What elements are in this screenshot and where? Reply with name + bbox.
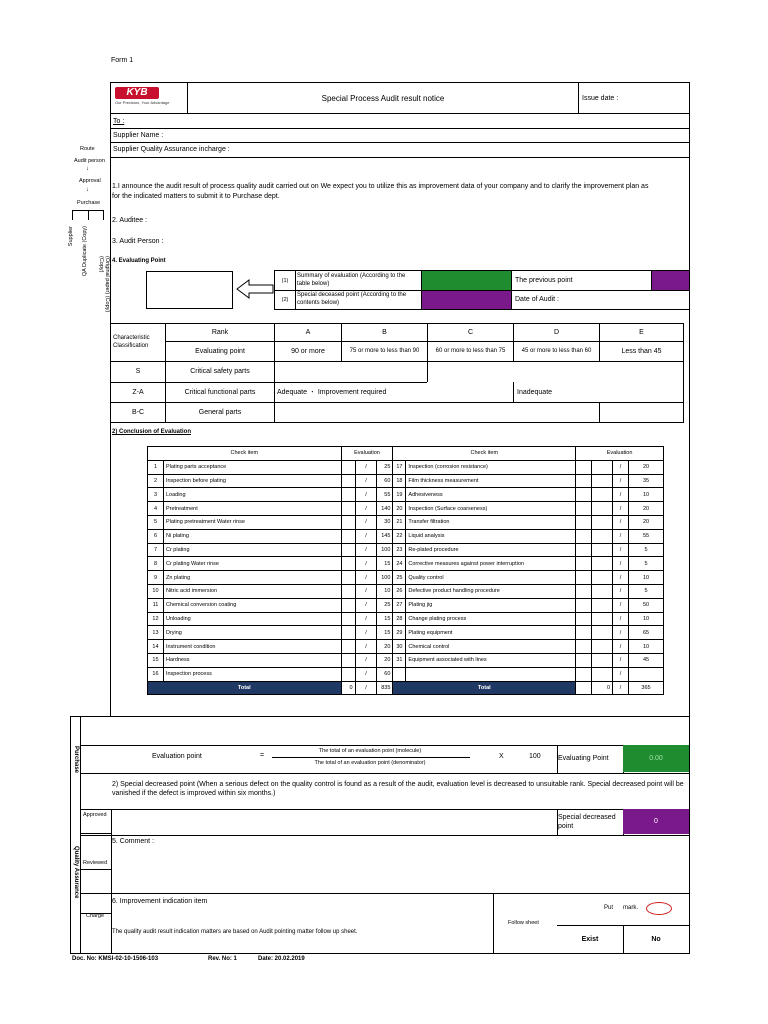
item-name: Zn plating xyxy=(163,571,341,585)
slash: / xyxy=(355,474,377,488)
summary-green-cell xyxy=(422,271,511,290)
audit-person-label: 3. Audit Person : xyxy=(112,238,164,245)
max-score: 45 xyxy=(629,653,664,667)
row-code-s: S xyxy=(135,368,141,375)
row-name-za: Critical functional parts xyxy=(184,388,256,396)
max-score xyxy=(629,667,664,681)
rank-e: E xyxy=(639,329,644,336)
date-of-audit-label: Date of Audit : xyxy=(515,296,559,303)
previous-point-value xyxy=(652,271,689,290)
score-cell[interactable] xyxy=(341,488,355,502)
max-score: 10 xyxy=(629,640,664,654)
item-name: Plating equipment xyxy=(406,626,576,640)
item-number: 28 xyxy=(393,612,406,626)
slash: / xyxy=(613,557,629,571)
score-cell[interactable] xyxy=(576,626,592,640)
slash: / xyxy=(613,681,629,695)
total-score-left: 0 xyxy=(341,681,355,695)
max-score: 65 xyxy=(629,626,664,640)
route-step-approval: Approval xyxy=(79,178,101,184)
item-name: Inspection process xyxy=(163,667,341,681)
route-label: Route xyxy=(80,146,95,152)
score-cell[interactable] xyxy=(576,488,592,502)
score-cell[interactable] xyxy=(341,571,355,585)
no-label: No xyxy=(651,935,661,943)
max-score: 100 xyxy=(377,571,393,585)
item-number: 24 xyxy=(393,557,406,571)
item-name: Instrument condition xyxy=(163,640,341,654)
supplier-name-label: Supplier Name : xyxy=(113,131,164,139)
item-name: Liquid analysis xyxy=(406,529,576,543)
item-number: 2 xyxy=(148,474,164,488)
rank-table xyxy=(110,323,684,423)
formula-hundred: 100 xyxy=(529,753,541,760)
max-score: 25 xyxy=(377,598,393,612)
item-name: Chemical control xyxy=(406,640,576,654)
summary-row2-num: (2) xyxy=(281,296,289,303)
max-score: 20 xyxy=(377,640,393,654)
item-name: Hardness xyxy=(163,653,341,667)
max-score: 20 xyxy=(629,515,664,529)
total-score-right: 0 xyxy=(592,681,613,695)
score-cell[interactable] xyxy=(576,571,592,585)
item-name: Adhesiveness xyxy=(406,488,576,502)
item-number: 10 xyxy=(148,584,164,598)
item-number: 19 xyxy=(393,488,406,502)
reviewed-label: Reviewed xyxy=(83,860,108,866)
table-row xyxy=(148,571,664,585)
item-number: 25 xyxy=(393,571,406,585)
evaluating-point-result-label: Evaluating Point xyxy=(558,755,609,762)
summary-row1-text: Summary of evaluation (According to the table below) xyxy=(297,273,406,287)
item-name: Corrective measures against power interruption xyxy=(406,557,576,571)
item-name: Re-plated procedure xyxy=(406,543,576,557)
slash: / xyxy=(613,598,629,612)
score-cell[interactable] xyxy=(592,460,613,474)
item-name: Film thickness measurement xyxy=(406,474,576,488)
table-row xyxy=(148,488,664,502)
score-cell[interactable] xyxy=(592,515,613,529)
formula-label: Evaluation point xyxy=(152,753,202,760)
score-cell[interactable] xyxy=(592,557,613,571)
score-cell[interactable] xyxy=(592,667,613,681)
max-score: 15 xyxy=(377,626,393,640)
document-title: Special Process Audit result notice xyxy=(321,93,445,103)
score-cell[interactable] xyxy=(592,529,613,543)
max-score: 55 xyxy=(629,529,664,543)
item-number: 8 xyxy=(148,557,164,571)
row-code-za: Z-A xyxy=(132,388,144,396)
score-cell[interactable] xyxy=(592,488,613,502)
score-cell[interactable] xyxy=(341,612,355,626)
range-e: Less than 45 xyxy=(621,347,662,355)
arrow-down-icon: ↓ xyxy=(86,187,89,193)
max-score: 55 xyxy=(377,488,393,502)
doc-no: Doc. No: KMSI-02-10-1506-103 xyxy=(72,956,159,962)
score-cell[interactable] xyxy=(576,667,592,681)
score-cell[interactable] xyxy=(592,571,613,585)
score-cell[interactable] xyxy=(576,502,592,516)
max-score: 20 xyxy=(629,502,664,516)
max-score: 15 xyxy=(377,612,393,626)
slash: / xyxy=(613,584,629,598)
item-name: Transfer filtration xyxy=(406,515,576,529)
item-name: Change plating process xyxy=(406,612,576,626)
summary-table xyxy=(274,270,690,310)
item-number: 12 xyxy=(148,612,164,626)
exist-label: Exist xyxy=(581,935,599,943)
slash: / xyxy=(613,571,629,585)
table-row xyxy=(148,584,664,598)
score-cell[interactable] xyxy=(341,653,355,667)
evaluating-point-box xyxy=(146,271,233,309)
footer-date: Date: 20.02.2019 xyxy=(258,956,305,962)
item-name: Nitric acid immersion xyxy=(163,584,341,598)
item-name: Chemical conversion coating xyxy=(163,598,341,612)
item-number: 11 xyxy=(148,598,164,612)
item-number: 9 xyxy=(148,571,164,585)
check-item-header-left: Check item xyxy=(148,447,342,461)
slash: / xyxy=(355,598,377,612)
rev-no: Rev. No: 1 xyxy=(208,956,237,962)
slash: / xyxy=(355,488,377,502)
item-number: 17 xyxy=(393,460,406,474)
header-row xyxy=(110,82,690,114)
item-name: Ni plating xyxy=(163,529,341,543)
row-name-s: Critical safety parts xyxy=(190,368,250,375)
item-name: Unloading xyxy=(163,612,341,626)
previous-point-label: The previous point xyxy=(515,277,573,284)
score-cell[interactable] xyxy=(576,584,592,598)
item-name: Cr plating Water rinse xyxy=(163,557,341,571)
max-score: 50 xyxy=(629,598,664,612)
item-name xyxy=(406,667,576,681)
score-cell[interactable] xyxy=(592,474,613,488)
put-mark-label: Put mark. xyxy=(604,905,639,911)
item-name: Drying xyxy=(163,626,341,640)
row-name-bc: General parts xyxy=(198,408,242,416)
slash: / xyxy=(613,488,629,502)
slash: / xyxy=(355,529,377,543)
max-score: 60 xyxy=(377,474,393,488)
item-number: 15 xyxy=(148,653,164,667)
slash: / xyxy=(355,640,377,654)
improvement-label: 6. Improvement indication item xyxy=(112,898,208,905)
item-name: Pretreatment xyxy=(163,502,341,516)
qa-side-label: Quality Assurance xyxy=(73,846,79,899)
max-score: 140 xyxy=(377,502,393,516)
max-score: 145 xyxy=(377,529,393,543)
item-number: 26 xyxy=(393,584,406,598)
score-cell[interactable] xyxy=(592,612,613,626)
score-cell[interactable] xyxy=(341,667,355,681)
formula-numerator: The total of an evaluation point (molecule) xyxy=(318,748,422,754)
route-step-audit: Audit person xyxy=(74,158,105,164)
max-score: 100 xyxy=(377,543,393,557)
max-score: 5 xyxy=(629,584,664,598)
rank-b: B xyxy=(382,329,387,336)
item-number: 29 xyxy=(393,626,406,640)
max-score: 10 xyxy=(629,612,664,626)
table-row xyxy=(148,502,664,516)
table-row xyxy=(148,653,664,667)
item-number: 1 xyxy=(148,460,164,474)
item-number: 6 xyxy=(148,529,164,543)
bottom-text: The quality audit result indication matters are based on Audit pointing matter follow up sheet. xyxy=(112,929,358,935)
slash: / xyxy=(355,557,377,571)
slash: / xyxy=(355,502,377,516)
summary-row1-num: (1) xyxy=(281,277,289,284)
score-cell[interactable] xyxy=(576,529,592,543)
evaluating-point-header: Evaluating point xyxy=(195,347,245,355)
table-row xyxy=(148,667,664,681)
follow-sheet-label: Follow sheet xyxy=(508,920,539,926)
score-cell[interactable] xyxy=(592,626,613,640)
approved-label: Approved xyxy=(83,812,107,818)
item-number: 31 xyxy=(393,653,406,667)
score-cell[interactable] xyxy=(576,474,592,488)
item-number: 30 xyxy=(393,640,406,654)
max-score: 20 xyxy=(629,460,664,474)
item-name: Plating parts acceptance xyxy=(163,460,341,474)
item-number: 7 xyxy=(148,543,164,557)
kyb-logo: KYB Our Precision, Your Advantage xyxy=(115,87,170,105)
score-cell[interactable] xyxy=(341,598,355,612)
score-cell[interactable] xyxy=(341,502,355,516)
arrow-left-icon xyxy=(235,278,275,305)
address-block xyxy=(110,113,690,158)
max-score: 5 xyxy=(629,557,664,571)
range-c: 60 or more to less than 75 xyxy=(435,348,506,354)
total-label-left: Total xyxy=(148,681,342,695)
rank-d: D xyxy=(553,329,560,336)
score-cell[interactable] xyxy=(576,543,592,557)
item-number: 27 xyxy=(393,598,406,612)
max-score: 25 xyxy=(377,460,393,474)
slash: / xyxy=(613,543,629,557)
route-step-purchase: Purchase xyxy=(77,200,101,206)
range-d: 45 or more to less than 60 xyxy=(521,348,592,354)
slash: / xyxy=(613,474,629,488)
slash: / xyxy=(613,612,629,626)
item-name: Equipment associated with lines xyxy=(406,653,576,667)
item-number: 16 xyxy=(148,667,164,681)
score-cell[interactable] xyxy=(592,584,613,598)
score-cell[interactable] xyxy=(341,474,355,488)
auditee-label: 2. Auditee : xyxy=(112,217,148,224)
slash: / xyxy=(355,460,377,474)
rank-a: A xyxy=(305,329,311,336)
formula-times: X xyxy=(499,753,504,760)
score-cell[interactable] xyxy=(576,653,592,667)
slash: / xyxy=(613,667,629,681)
slash: / xyxy=(613,640,629,654)
item-name: Inspection (Surface coarseness) xyxy=(406,502,576,516)
arrow-down-icon: ↓ xyxy=(86,166,89,172)
item-number: 4 xyxy=(148,502,164,516)
item-name: Plating jig xyxy=(406,598,576,612)
slash: / xyxy=(613,653,629,667)
slash: / xyxy=(613,502,629,516)
score-cell[interactable] xyxy=(576,460,592,474)
to-label: To : xyxy=(113,117,125,125)
char-classification-label: Characteristic Classification xyxy=(113,335,150,349)
table-row xyxy=(148,515,664,529)
evaluating-point-result: 0.00 xyxy=(623,745,689,772)
item-name: Defective product handling procedure xyxy=(406,584,576,598)
score-cell[interactable] xyxy=(576,598,592,612)
table-row xyxy=(148,529,664,543)
max-score: 10 xyxy=(377,584,393,598)
item-name: Cr plating xyxy=(163,543,341,557)
item-name: Inspection (corrosion resistance) xyxy=(406,460,576,474)
item-number: 22 xyxy=(393,529,406,543)
item-name: Inspection before plating xyxy=(163,474,341,488)
special-point-value: 0 xyxy=(623,809,689,834)
adequate-label: Adequate ・ Improvement required xyxy=(277,389,387,396)
slash: / xyxy=(613,460,629,474)
slash: / xyxy=(613,529,629,543)
mark-circle-icon xyxy=(646,902,672,915)
slash: / xyxy=(355,612,377,626)
intro-text: 1.I announce the audit result of process quality audit carried out on We expect you to utilize this as improvement data of your company and to clarify the improvement plan as for the indicated matters to submit it to Purchase dept. xyxy=(112,183,649,200)
total-label-right: Total xyxy=(393,681,576,695)
charge-label: Charge xyxy=(86,913,105,919)
supplier-qa-label: Supplier Quality Assurance incharge : xyxy=(113,146,230,153)
slash: / xyxy=(355,626,377,640)
score-cell[interactable] xyxy=(592,640,613,654)
route-branch-supplier: Supplier xyxy=(68,226,74,247)
table-row xyxy=(148,557,664,571)
max-score: 5 xyxy=(629,543,664,557)
max-score: 60 xyxy=(377,667,393,681)
score-cell[interactable] xyxy=(592,598,613,612)
range-b: 75 or more to less than 90 xyxy=(349,348,420,354)
comment-label: 5. Comment : xyxy=(112,838,155,845)
summary-row2-text: Special deceased point (According to the contents below) xyxy=(297,292,407,306)
evaluation-header-left: Evaluation xyxy=(341,447,393,461)
total-max-left: 835 xyxy=(377,681,393,695)
slash: / xyxy=(355,681,377,695)
slash: / xyxy=(613,626,629,640)
score-cell[interactable] xyxy=(592,502,613,516)
special-point-label: Special decreased point xyxy=(558,814,616,830)
max-score: 10 xyxy=(629,488,664,502)
item-number: 21 xyxy=(393,515,406,529)
score-cell[interactable] xyxy=(341,640,355,654)
rank-c: C xyxy=(467,329,474,336)
table-row xyxy=(148,598,664,612)
score-cell[interactable] xyxy=(341,460,355,474)
formula-equals: = xyxy=(260,752,265,759)
item-name: Loading xyxy=(163,488,341,502)
evaluation-header-right: Evaluation xyxy=(576,447,664,461)
item-number: 5 xyxy=(148,515,164,529)
table-row xyxy=(148,460,664,474)
total-max-right: 365 xyxy=(629,681,664,695)
item-number: 23 xyxy=(393,543,406,557)
special-decreased-text: 2) Special decreased point (When a serious defect on the quality control is found as a result of the audit, evaluation level is decreased to unsuitable rank. Special decreased point will be vanished if the defect is improved within six months.) xyxy=(112,781,684,797)
score-cell[interactable] xyxy=(592,653,613,667)
score-cell[interactable] xyxy=(592,543,613,557)
item-number: 13 xyxy=(148,626,164,640)
rank-label: Rank xyxy=(211,329,229,336)
score-cell[interactable] xyxy=(576,557,592,571)
purchase-side-label: Purchase xyxy=(73,746,79,774)
slash: / xyxy=(355,653,377,667)
range-a: 90 or more xyxy=(291,347,325,355)
check-item-header-right: Check item xyxy=(393,447,576,461)
item-name: Plating pretreatment Water rinse xyxy=(163,515,341,529)
empty-cell xyxy=(576,681,592,695)
conclusion-label: 2) Conclusion of Evaluation xyxy=(112,429,192,435)
formula-denominator: The total of an evaluation point (denominator) xyxy=(314,760,426,766)
score-cell[interactable] xyxy=(576,612,592,626)
table-row xyxy=(148,543,664,557)
item-number xyxy=(393,667,406,681)
score-cell[interactable] xyxy=(576,640,592,654)
evaluating-point-label: 4. Evaluating Point xyxy=(112,258,166,264)
slash: / xyxy=(613,515,629,529)
slash: / xyxy=(355,515,377,529)
max-score: 15 xyxy=(377,557,393,571)
item-number: 14 xyxy=(148,640,164,654)
item-number: 20 xyxy=(393,502,406,516)
route-branch-qa: QA Duplicate (Copy) xyxy=(82,226,88,277)
table-row xyxy=(148,612,664,626)
slash: / xyxy=(355,584,377,598)
score-cell[interactable] xyxy=(341,557,355,571)
max-score: 20 xyxy=(377,653,393,667)
score-cell[interactable] xyxy=(341,515,355,529)
issue-date-label: Issue date : xyxy=(582,94,619,102)
route-branch-original: (Original paper) (Copy) (Copy) xyxy=(98,256,110,313)
table-row xyxy=(148,626,664,640)
item-number: 3 xyxy=(148,488,164,502)
inadequate-label: Inadequate xyxy=(517,388,553,396)
slash: / xyxy=(355,543,377,557)
item-number: 18 xyxy=(393,474,406,488)
score-cell[interactable] xyxy=(341,626,355,640)
table-row xyxy=(148,474,664,488)
item-name: Quality control xyxy=(406,571,576,585)
row-code-bc: B-C xyxy=(131,408,145,416)
evaluation-table xyxy=(147,446,664,695)
max-score: 10 xyxy=(629,571,664,585)
max-score: 35 xyxy=(629,474,664,488)
summary-purple-cell xyxy=(422,291,511,309)
total-row xyxy=(148,681,664,695)
score-cell[interactable] xyxy=(576,515,592,529)
score-cell[interactable] xyxy=(341,529,355,543)
slash: / xyxy=(355,667,377,681)
slash: / xyxy=(355,571,377,585)
max-score: 30 xyxy=(377,515,393,529)
form-label: Form 1 xyxy=(111,57,134,64)
score-cell[interactable] xyxy=(341,584,355,598)
table-row xyxy=(148,640,664,654)
score-cell[interactable] xyxy=(341,543,355,557)
